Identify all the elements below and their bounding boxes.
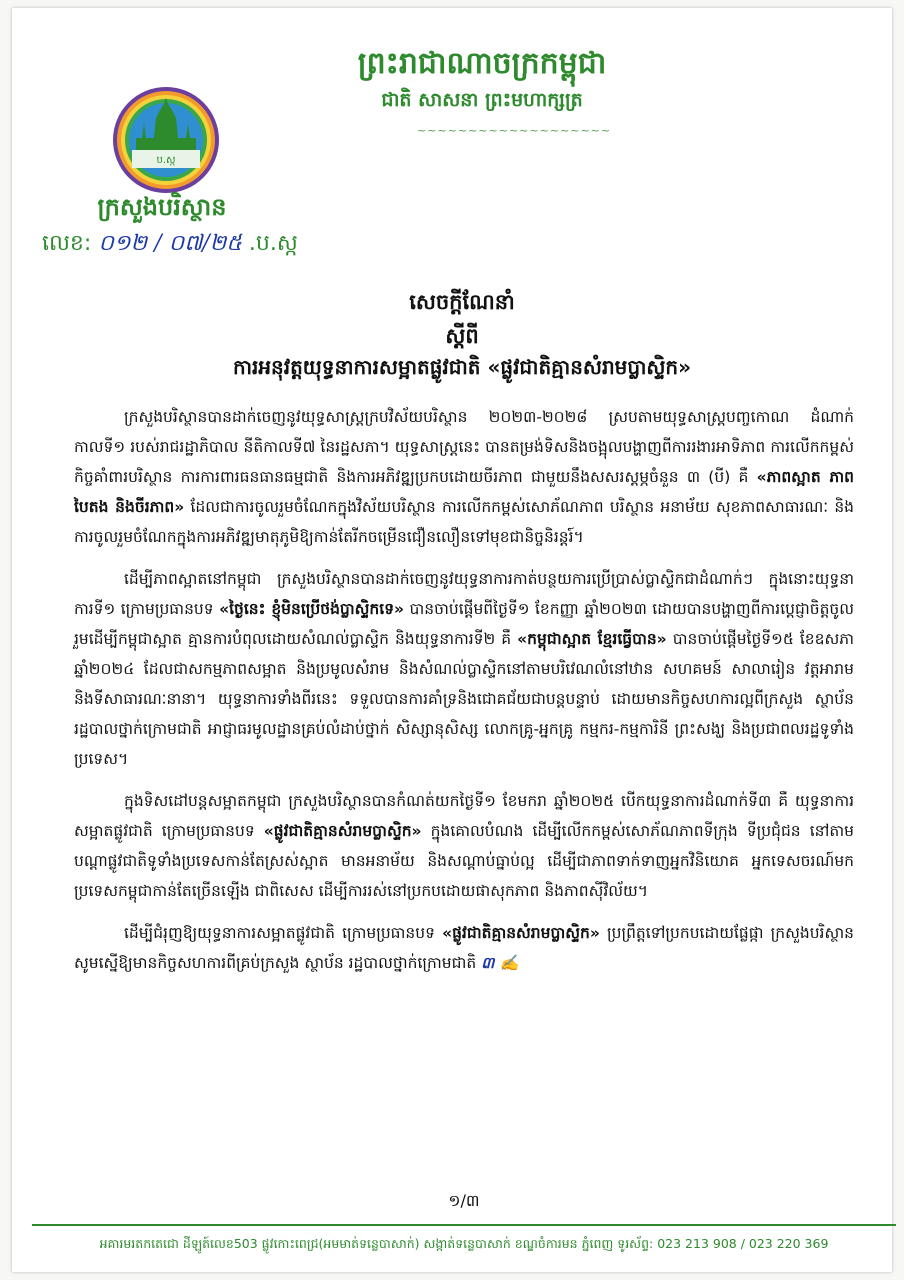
- national-motto: ជាតិ សាសនា ព្រះមហាក្សត្រ: [381, 89, 583, 111]
- document-body: [74, 402, 854, 978]
- document-subtitle: ស្តីពី: [445, 324, 479, 348]
- kingdom-heading: ព្រះរាជាណាចក្រកម្ពុជា: [357, 46, 607, 81]
- paragraph-2: ដើម្បីភាពស្អាតនៅកម្ពុជា ក្រសួងបរិស្ថានបានដាក់ចេញនូវយុទ្ធនាការកាត់បន្ថយការប្រើប្រាស់ប្លាស្ទិកជាដំណាក់ៗ ក្នុងនោះយុទ្ធនាការទី១ ក្រោមប្រធានបទ «ថ្ងៃនេះ ខ្ញុំមិនប្រើថង់ប្លាស្ទិកទេ» បានចាប់ផ្តើមពីថ្ងៃទី១ ខែកញ្ញា ឆ្នាំ២០២៣ ដោយបានបង្ហាញពីការប្តេជ្ញាចិត្តចូលរួមដើម្បីកម្ពុជាស្អាត គ្មានការបំពុលដោយសំណល់ប្លាស្ទិក និងយុទ្ធនាការទី២ គឺ «កម្ពុជាស្អាត ខ្មែរធ្វើបាន» បានចាប់ផ្តើមថ្ងៃទី១៥ ខែឧសភា ឆ្នាំ២០២៤ ដែលជាសកម្មភាពសម្អាត និងប្រមូលសំរាម និងសំណល់ប្លាស្ទិកនៅតាមបរិវេណលំនៅឋាន សហគមន៍ សាលារៀន វត្តអារាម និងទីសាធារណៈនានា។ យុទ្ធនាការទាំងពីរនេះ ទទួលបានការគាំទ្រនិងជោគជ័យជាបន្តបន្ទាប់ ដោយមានកិច្ចសហការល្អពីក្រសួង ស្ថាប័ន រដ្ឋបាលថ្នាក់ក្រោមជាតិ អាជ្ញាធរមូលដ្ឋានគ្រប់លំដាប់ថ្នាក់ សិស្សានុសិស្ស លោកគ្រូ-អ្នកគ្រូ កម្មករ-កម្មការិនី ព្រះសង្ឃ និងប្រជាពលរដ្ឋទូទាំងប្រទេស។: [74, 570, 854, 768]
- page-number: ១/៣: [448, 1191, 480, 1210]
- ornament-divider: ~~~~~~~~~~~~~~~~~~~: [417, 124, 612, 137]
- footer-address: អគារមរតកតេជោ ដីឡូត៍លេខ503 ផ្លូវកោះពេជ្រ(អមមាត់ទន្លេបាសាក់) សង្កាត់ទន្លេបាសាក់ ខណ្ឌចំការមន ភ្នំពេញ ទូរស័ព្ទ: 023 213 908 / 023 220 369: [99, 1236, 829, 1251]
- logo-emblem-text: ប.ស្ក: [156, 155, 176, 166]
- ministry-logo: [110, 84, 222, 196]
- ref-date-handwritten: ០៧/២៥: [168, 231, 242, 256]
- ministry-name: ក្រសួងបរិស្ថាន: [97, 193, 227, 221]
- reference-number: លេខ: ០១២ / ០៧/២៥ .ប.ស្ក: [42, 231, 298, 256]
- document-page: [12, 8, 892, 1272]
- campaign-2-title: «កម្ពុជាស្អាត ខ្មែរធ្វើបាន»: [517, 630, 667, 648]
- paragraph-4: ដើម្បីជំរុញឱ្យយុទ្ធនាការសម្អាតផ្លូវជាតិ ក្រោមប្រធានបទ «ផ្លូវជាតិគ្មានសំរាមប្លាស្ទិក» ប្រព្រឹត្តទៅប្រកបដោយផ្លែផ្កា ក្រសួងបរិស្ថាន សូមស្នើឱ្យមានកិច្ចសហការពីគ្រប់ក្រសួង ស្ថាប័ន រដ្ឋបាលថ្នាក់ក្រោមជាតិ ៣ ✍: [74, 924, 854, 972]
- paragraph-1: ក្រសួងបរិស្ថានបានដាក់ចេញនូវយុទ្ធសាស្ត្រក្របវិស័យបរិស្ថាន ២០២៣-២០២៨ ស្របតាមយុទ្ធសាស្ត្របញ្ចកោណ ដំណាក់កាលទី១ របស់រាជរដ្ឋាភិបាល នីតិកាលទី៧ នៃរដ្ឋសភា។ យុទ្ធសាស្ត្រនេះ បានតម្រង់ទិសនិងចង្អុលបង្ហាញពីការរងារអាទិភាព ការលើកកម្ពស់កិច្ចគាំពារបរិស្ថាន ការការពារធនធានធម្មជាតិ និងការអភិវឌ្ឍប្រកបដោយចីរភាព ជាមួយនឹងសសរស្តម្ភចំនួន ៣ (បី) គឺ «ភាពស្អាត ភាពបៃតង និងចីរភាព» ដែលជាការចូលរួមចំណែកក្នុងវិស័យបរិស្ថាន ការលើកកម្ពស់សោភ័ណភាព បរិស្ថាន អនាម័យ សុខភាពសាធារណៈ និងការចូលរួមចំណែកក្នុងការអភិវឌ្ឍមាតុភូមិឱ្យកាន់តែរីកចម្រើនជឿនលឿនទៅមុខជានិច្ចនិរន្តរ៍។: [74, 408, 854, 546]
- campaign-3-title: «ផ្លូវជាតិគ្មានសំរាមប្លាស្ទិក»: [263, 822, 422, 840]
- handwritten-initials: ៣ ✍: [481, 953, 520, 972]
- document-title: សេចក្តីណែនាំ: [409, 290, 515, 314]
- ref-prefix: លេខ:: [42, 231, 92, 256]
- footer-divider: [32, 1224, 896, 1226]
- campaign-3-title-repeat: «ផ្លូវជាតិគ្មានសំរាមប្លាស្ទិក»: [442, 924, 600, 942]
- pillars-emphasis: «ភាពស្អាត ភាពបៃតង និងចីរភាព»: [74, 468, 854, 516]
- campaign-1-title: «ថ្ងៃនេះ ខ្ញុំមិនប្រើថង់ប្លាស្ទិកទេ»: [219, 600, 405, 618]
- ref-suffix: .ប.ស្ក: [248, 231, 298, 256]
- paragraph-3: ក្នុងទិសដៅបន្តសម្អាតកម្ពុជា ក្រសួងបរិស្ថានបានកំណត់យកថ្ងៃទី១ ខែមករា ឆ្នាំ២០២៥ បើកយុទ្ធនាការដំណាក់ទី៣ គឺ យុទ្ធនាការសម្អាតផ្លូវជាតិ ក្រោមប្រធានបទ «ផ្លូវជាតិគ្មានសំរាមប្លាស្ទិក» ក្នុងគោលបំណង ដើម្បីលើកកម្ពស់សោភ័ណភាពទីក្រុង ទីប្រជុំជន នៅតាមបណ្តាផ្លូវជាតិទូទាំងប្រទេសកាន់តែស្រស់ស្អាត មានអនាម័យ និងសណ្តាប់ធ្នាប់ល្អ ដើម្បីជាភាពទាក់ទាញអ្នកវិនិយោគ អ្នកទេសចរណ៍មកប្រទេសកម្ពុជាកាន់តែច្រើនឡើង ជាពិសេស ដើម្បីការរស់នៅប្រកបដោយផាសុកភាព និងភាពស៊ីវិល័យ។: [74, 792, 854, 900]
- ref-number-handwritten: ០១២: [98, 231, 148, 256]
- document-topic: ការអនុវត្តយុទ្ធនាការសម្អាតផ្លូវជាតិ «ផ្លូវជាតិគ្មានសំរាមប្លាស្ទិក»: [232, 355, 692, 379]
